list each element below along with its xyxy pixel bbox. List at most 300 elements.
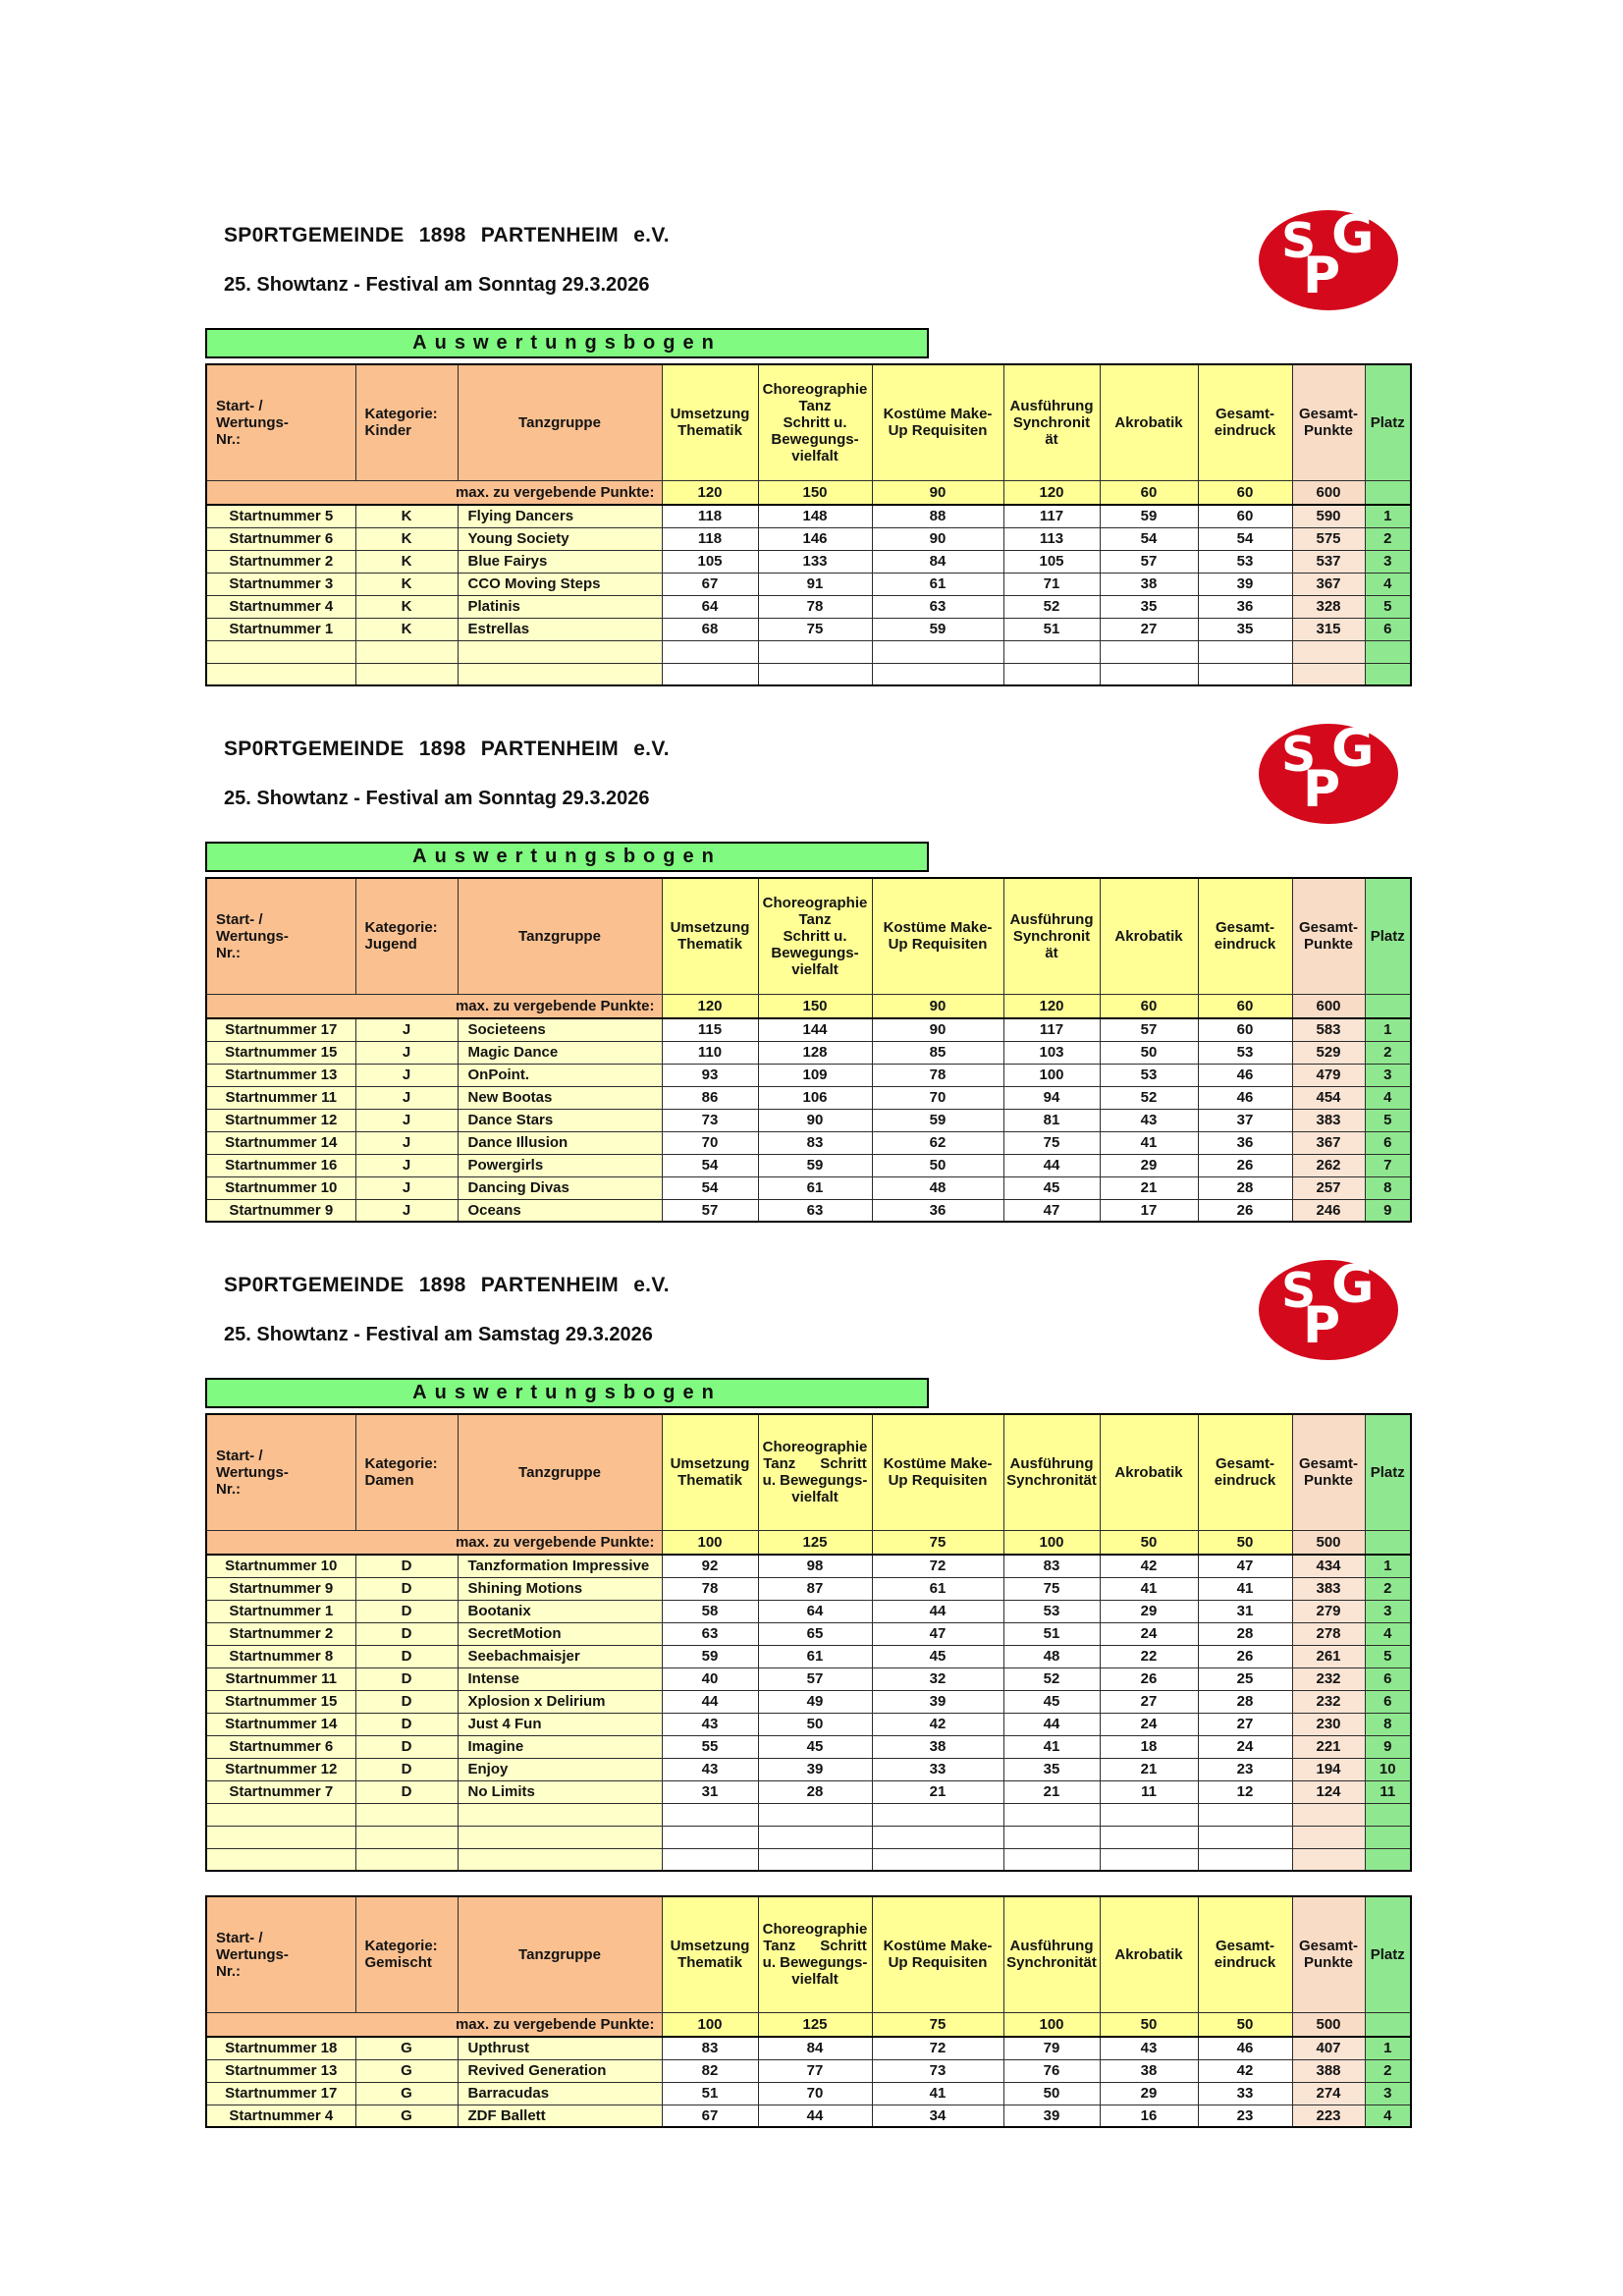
header-line: Kinder — [364, 422, 412, 440]
score-cell: 65 — [758, 1622, 872, 1645]
header-line: Bewegungs- — [771, 944, 859, 961]
max-points-value: 50 — [1198, 2012, 1292, 2037]
tanzgruppe-cell — [458, 1803, 662, 1826]
platz-cell: 5 — [1365, 1645, 1411, 1667]
score-cell: 16 — [1100, 2105, 1198, 2127]
logo-letter-g: G — [1331, 205, 1375, 265]
score-cell: 27 — [1100, 618, 1198, 640]
header-line: Ausführung — [1009, 1455, 1094, 1473]
header-line: Synchronität — [1006, 1472, 1097, 1490]
tanzgruppe-header: Tanzgruppe — [458, 364, 662, 480]
start-nr-cell: Startnummer 7 — [206, 1780, 355, 1803]
score-criterion-header — [872, 364, 1003, 480]
tanzgruppe-cell: Tanzformation Impressive — [458, 1555, 662, 1577]
score-sheet-section — [205, 719, 1412, 1223]
score-cell: 29 — [1100, 1154, 1198, 1176]
score-cell: 75 — [758, 618, 872, 640]
header-line: Start- / — [216, 1929, 263, 1946]
platz-cell: 6 — [1365, 1690, 1411, 1713]
kategorie-cell: D — [355, 1690, 458, 1713]
auswertungsbogen-banner: Auswertungsbogen — [205, 1378, 929, 1408]
score-cell: 64 — [662, 595, 758, 618]
score-cell — [758, 1826, 872, 1848]
platz-cell: 1 — [1365, 505, 1411, 527]
score-cell: 38 — [1100, 573, 1198, 595]
header-line: Start- / — [216, 910, 263, 928]
score-cell: 44 — [1003, 1154, 1100, 1176]
score-cell: 27 — [1198, 1713, 1292, 1735]
score-cell: 50 — [1003, 2082, 1100, 2105]
gesamt-punkte-cell: 274 — [1292, 2082, 1365, 2105]
result-row — [206, 1064, 1411, 1086]
header-line: Wertungs- — [216, 1463, 289, 1481]
tanzgruppe-cell: ZDF Ballett — [458, 2105, 662, 2127]
header-line: Wertungs- — [216, 413, 289, 431]
score-cell: 54 — [662, 1154, 758, 1176]
score-cell: 34 — [872, 2105, 1003, 2127]
score-cell: 42 — [872, 1713, 1003, 1735]
platz-header: Platz — [1365, 1414, 1411, 1530]
header-line: Wertungs- — [216, 1945, 289, 1963]
start-nr-cell: Startnummer 11 — [206, 1667, 355, 1690]
title-block — [224, 727, 1412, 810]
result-row — [206, 1041, 1411, 1064]
start-nr-cell: Startnummer 5 — [206, 505, 355, 527]
score-cell: 67 — [662, 2105, 758, 2127]
header-line: eindruck — [1214, 936, 1276, 954]
header-line: Ausführung — [1009, 1938, 1094, 1955]
tanzgruppe-cell: Just 4 Fun — [458, 1713, 662, 1735]
tanzgruppe-header: Tanzgruppe — [458, 1896, 662, 2012]
tanzgruppe-cell: Powergirls — [458, 1154, 662, 1176]
kategorie-cell — [355, 1803, 458, 1826]
score-cell: 81 — [1003, 1109, 1100, 1131]
score-cell — [1198, 1826, 1292, 1848]
score-criterion-header — [662, 878, 758, 994]
start-nr-header — [206, 878, 355, 994]
event-title: 25. Showtanz - Festival am Samstag 29.3.2026 — [224, 1324, 653, 1345]
score-cell: 38 — [872, 1735, 1003, 1758]
header-line: Thematik — [677, 936, 742, 954]
max-total-value: 600 — [1292, 480, 1365, 505]
header-line: Gesamt- — [1298, 406, 1359, 423]
start-nr-cell: Startnummer 10 — [206, 1176, 355, 1199]
max-total-value: 600 — [1292, 994, 1365, 1018]
score-cell: 32 — [872, 1667, 1003, 1690]
score-cell: 35 — [1003, 1758, 1100, 1780]
score-cell: 61 — [758, 1176, 872, 1199]
gesamt-punkte-cell: 388 — [1292, 2059, 1365, 2082]
platz-cell: 9 — [1365, 1735, 1411, 1758]
platz-cell: 4 — [1365, 1086, 1411, 1109]
gesamt-punkte-cell: 529 — [1292, 1041, 1365, 1064]
score-cell: 86 — [662, 1086, 758, 1109]
header-line: Umsetzung — [670, 919, 750, 937]
score-cell: 50 — [872, 1154, 1003, 1176]
result-row — [206, 527, 1411, 550]
platz-cell — [1365, 663, 1411, 685]
score-criterion-header — [1198, 1896, 1292, 2012]
score-cell: 61 — [872, 573, 1003, 595]
score-cell: 68 — [662, 618, 758, 640]
score-cell: 39 — [1198, 573, 1292, 595]
gesamt-punkte-cell: 223 — [1292, 2105, 1365, 2127]
result-row — [206, 1780, 1411, 1803]
max-points-value: 150 — [758, 994, 872, 1018]
start-nr-cell: Startnummer 12 — [206, 1109, 355, 1131]
score-cell: 31 — [1198, 1600, 1292, 1622]
gesamt-punkte-cell — [1292, 663, 1365, 685]
spg-logo — [1259, 719, 1398, 824]
event-title: 25. Showtanz - Festival am Sonntag 29.3.2026 — [224, 788, 650, 809]
max-points-value: 120 — [1003, 994, 1100, 1018]
kategorie-cell: J — [355, 1199, 458, 1222]
max-total-value: 500 — [1292, 2012, 1365, 2037]
score-criterion-header — [1100, 1414, 1198, 1530]
result-row — [206, 1758, 1411, 1780]
logo-letter-g: G — [1331, 719, 1375, 779]
score-cell: 113 — [1003, 527, 1100, 550]
header-line: eindruck — [1214, 1954, 1276, 1972]
platz-header: Platz — [1365, 1896, 1411, 2012]
score-cell: 82 — [662, 2059, 758, 2082]
score-cell — [662, 640, 758, 663]
tanzgruppe-cell: Platinis — [458, 595, 662, 618]
score-criterion-header — [872, 878, 1003, 994]
start-nr-cell: Startnummer 17 — [206, 1018, 355, 1041]
kategorie-header — [355, 1896, 458, 2012]
score-cell: 35 — [1198, 618, 1292, 640]
score-cell: 47 — [1003, 1199, 1100, 1222]
kategorie-cell: D — [355, 1577, 458, 1600]
score-cell — [1100, 1803, 1198, 1826]
tanzgruppe-cell: Flying Dancers — [458, 505, 662, 527]
score-cell: 23 — [1198, 1758, 1292, 1780]
score-cell: 117 — [1003, 1018, 1100, 1041]
platz-cell: 5 — [1365, 595, 1411, 618]
score-cell: 23 — [1198, 2105, 1292, 2127]
score-cell: 26 — [1198, 1199, 1292, 1222]
header-line: Schritt u. — [783, 927, 847, 945]
score-cell: 60 — [1198, 1018, 1292, 1041]
header-line: Gesamt- — [1215, 1455, 1275, 1473]
gesamt-punkte-cell: 583 — [1292, 1018, 1365, 1041]
score-cell: 42 — [1198, 2059, 1292, 2082]
header-line: vielfalt — [791, 1489, 839, 1506]
max-points-row — [206, 480, 1411, 505]
header-line: Tanz Schritt — [763, 1455, 867, 1473]
score-cell: 59 — [758, 1154, 872, 1176]
result-row — [206, 1154, 1411, 1176]
max-points-value: 100 — [662, 1530, 758, 1555]
kategorie-cell — [355, 640, 458, 663]
kategorie-cell: J — [355, 1176, 458, 1199]
kategorie-cell — [355, 1848, 458, 1871]
start-nr-cell: Startnummer 15 — [206, 1690, 355, 1713]
score-cell: 93 — [662, 1064, 758, 1086]
gesamt-punkte-cell: 454 — [1292, 1086, 1365, 1109]
score-cell: 72 — [872, 2037, 1003, 2059]
header-line: Choreographie — [762, 1439, 868, 1456]
kategorie-cell: J — [355, 1109, 458, 1131]
header-line: Damen — [364, 1472, 414, 1490]
max-platz-cell — [1365, 994, 1411, 1018]
platz-cell: 2 — [1365, 527, 1411, 550]
header-line: Umsetzung — [670, 1938, 750, 1955]
kategorie-cell: K — [355, 527, 458, 550]
score-cell: 41 — [872, 2082, 1003, 2105]
header-row — [206, 364, 1411, 480]
org-title: SP0RTGEMEINDE 1898 PARTENHEIM e.V. — [224, 224, 670, 246]
logo-letter-p: P — [1303, 246, 1341, 305]
score-cell: 12 — [1198, 1780, 1292, 1803]
max-points-label: max. zu vergebende Punkte: — [206, 1530, 662, 1555]
section-header — [205, 205, 1412, 324]
gesamt-punkte-cell: 124 — [1292, 1780, 1365, 1803]
header-line: vielfalt — [791, 1971, 839, 1989]
kategorie-cell: J — [355, 1131, 458, 1154]
score-criterion-header — [872, 1896, 1003, 2012]
gesamt-punkte-cell: 383 — [1292, 1109, 1365, 1131]
score-cell: 36 — [1198, 1131, 1292, 1154]
kategorie-cell: K — [355, 505, 458, 527]
score-cell: 43 — [1100, 2037, 1198, 2059]
score-cell: 52 — [1100, 1086, 1198, 1109]
gesamt-punkte-cell: 257 — [1292, 1176, 1365, 1199]
kategorie-cell: D — [355, 1555, 458, 1577]
score-cell — [1198, 1803, 1292, 1826]
score-cell: 88 — [872, 505, 1003, 527]
start-nr-cell: Startnummer 14 — [206, 1131, 355, 1154]
start-nr-cell: Startnummer 14 — [206, 1713, 355, 1735]
platz-cell: 4 — [1365, 573, 1411, 595]
result-row — [206, 1600, 1411, 1622]
score-cell — [662, 1803, 758, 1826]
result-row — [206, 550, 1411, 573]
score-cell: 63 — [662, 1622, 758, 1645]
score-cell: 70 — [662, 1131, 758, 1154]
score-cell: 106 — [758, 1086, 872, 1109]
score-cell: 90 — [872, 527, 1003, 550]
max-points-value: 60 — [1100, 994, 1198, 1018]
max-points-value: 50 — [1100, 1530, 1198, 1555]
header-line: eindruck — [1214, 1472, 1276, 1490]
score-criterion-header — [1100, 878, 1198, 994]
score-cell — [872, 1803, 1003, 1826]
result-row — [206, 1176, 1411, 1199]
result-row — [206, 573, 1411, 595]
score-cell: 90 — [872, 1018, 1003, 1041]
score-cell: 18 — [1100, 1735, 1198, 1758]
header-line: Ausführung — [1009, 910, 1094, 928]
header-line: Tanz — [798, 910, 832, 928]
score-cell: 73 — [662, 1109, 758, 1131]
platz-cell: 8 — [1365, 1713, 1411, 1735]
score-cell: 78 — [872, 1064, 1003, 1086]
tanzgruppe-cell: Magic Dance — [458, 1041, 662, 1064]
max-points-row — [206, 994, 1411, 1018]
start-nr-cell: Startnummer 6 — [206, 1735, 355, 1758]
result-row — [206, 1577, 1411, 1600]
score-cell: 52 — [1003, 1667, 1100, 1690]
score-cell: 46 — [1198, 2037, 1292, 2059]
score-cell: 62 — [872, 1131, 1003, 1154]
header-line: Nr.: — [216, 1480, 242, 1498]
start-nr-header — [206, 1414, 355, 1530]
score-cell: 92 — [662, 1555, 758, 1577]
max-points-value: 125 — [758, 2012, 872, 2037]
empty-row — [206, 640, 1411, 663]
start-nr-cell: Startnummer 9 — [206, 1577, 355, 1600]
start-nr-cell: Startnummer 17 — [206, 2082, 355, 2105]
gesamt-punkte-cell: 537 — [1292, 550, 1365, 573]
sections-container — [205, 205, 1412, 2173]
gesamt-punkte-header — [1292, 364, 1365, 480]
score-cell: 105 — [662, 550, 758, 573]
max-points-value: 100 — [662, 2012, 758, 2037]
start-nr-cell: Startnummer 10 — [206, 1555, 355, 1577]
start-nr-cell — [206, 663, 355, 685]
score-cell — [758, 663, 872, 685]
tanzgruppe-cell: SecretMotion — [458, 1622, 662, 1645]
header-line: Up Requisiten — [888, 1472, 988, 1490]
kategorie-cell: D — [355, 1622, 458, 1645]
result-row — [206, 2082, 1411, 2105]
logo-letter-p: P — [1303, 1296, 1341, 1355]
start-nr-cell — [206, 1848, 355, 1871]
score-cell: 54 — [662, 1176, 758, 1199]
platz-cell: 5 — [1365, 1109, 1411, 1131]
score-cell: 24 — [1100, 1713, 1198, 1735]
score-cell: 118 — [662, 527, 758, 550]
header-line: Thematik — [677, 1472, 742, 1490]
header-line: Umsetzung — [670, 1455, 750, 1473]
logo-letter-p: P — [1303, 760, 1341, 819]
score-cell: 53 — [1003, 1600, 1100, 1622]
score-cell: 67 — [662, 573, 758, 595]
tanzgruppe-cell — [458, 1848, 662, 1871]
header-line: Choreographie — [762, 1921, 868, 1939]
header-line: Tanz — [798, 397, 832, 414]
score-cell: 61 — [758, 1645, 872, 1667]
tanzgruppe-cell: Oceans — [458, 1199, 662, 1222]
tanzgruppe-cell — [458, 1826, 662, 1848]
score-cell: 84 — [758, 2037, 872, 2059]
start-nr-cell: Startnummer 13 — [206, 1064, 355, 1086]
header-line: Gemischt — [364, 1954, 432, 1972]
header-line: Kostüme Make- — [883, 1938, 993, 1955]
platz-cell: 1 — [1365, 1555, 1411, 1577]
score-cell: 51 — [662, 2082, 758, 2105]
score-cell: 128 — [758, 1041, 872, 1064]
score-cell: 51 — [1003, 618, 1100, 640]
header-line: u. Bewegungs- — [762, 1954, 868, 1972]
score-criterion-header — [758, 878, 872, 994]
header-line: Akrobatik — [1114, 1463, 1183, 1481]
kategorie-cell: J — [355, 1018, 458, 1041]
score-cell: 44 — [1003, 1713, 1100, 1735]
score-cell: 72 — [872, 1555, 1003, 1577]
score-cell: 84 — [872, 550, 1003, 573]
gesamt-punkte-header — [1292, 1896, 1365, 2012]
header-line: Choreographie — [762, 380, 868, 398]
score-cell: 26 — [1198, 1154, 1292, 1176]
platz-cell: 7 — [1365, 1154, 1411, 1176]
score-cell: 118 — [662, 505, 758, 527]
header-line: Start- / — [216, 1447, 263, 1464]
tanzgruppe-cell: Upthrust — [458, 2037, 662, 2059]
start-nr-cell: Startnummer 3 — [206, 573, 355, 595]
score-cell: 54 — [1100, 527, 1198, 550]
header-line: Kategorie: — [364, 919, 438, 937]
score-cell: 133 — [758, 550, 872, 573]
gesamt-punkte-cell: 232 — [1292, 1690, 1365, 1713]
kategorie-cell: K — [355, 618, 458, 640]
score-sheet-section — [205, 1255, 1412, 2128]
result-row — [206, 1086, 1411, 1109]
score-cell: 24 — [1198, 1735, 1292, 1758]
platz-cell: 3 — [1365, 550, 1411, 573]
score-cell — [1100, 663, 1198, 685]
max-points-value: 60 — [1100, 480, 1198, 505]
header-line: Up Requisiten — [888, 422, 988, 440]
header-line: Punkte — [1303, 936, 1353, 954]
max-points-value: 100 — [1003, 2012, 1100, 2037]
header-line: Gesamt- — [1298, 919, 1359, 937]
platz-cell: 3 — [1365, 1064, 1411, 1086]
score-cell: 36 — [1198, 595, 1292, 618]
score-cell — [872, 1848, 1003, 1871]
kategorie-cell: J — [355, 1154, 458, 1176]
max-points-value: 90 — [872, 994, 1003, 1018]
score-cell: 49 — [758, 1690, 872, 1713]
max-points-value: 100 — [1003, 1530, 1100, 1555]
start-nr-cell: Startnummer 1 — [206, 618, 355, 640]
header-line: Bewegungs- — [771, 430, 859, 448]
header-line: Kategorie: — [364, 1938, 438, 1955]
max-points-label: max. zu vergebende Punkte: — [206, 480, 662, 505]
score-cell — [1003, 1826, 1100, 1848]
header-line: Akrobatik — [1114, 927, 1183, 945]
header-line: Kostüme Make- — [883, 919, 993, 937]
platz-cell: 2 — [1365, 1577, 1411, 1600]
score-cell: 59 — [872, 618, 1003, 640]
score-criterion-header — [1100, 1896, 1198, 2012]
score-cell: 109 — [758, 1064, 872, 1086]
platz-cell: 4 — [1365, 1622, 1411, 1645]
logo-letter-s: S — [1281, 727, 1317, 783]
score-table — [205, 877, 1412, 1223]
score-criterion-header — [1003, 1896, 1100, 2012]
max-points-value: 120 — [662, 994, 758, 1018]
logo-letter-s: S — [1281, 1263, 1317, 1319]
score-cell: 42 — [1100, 1555, 1198, 1577]
start-nr-cell: Startnummer 8 — [206, 1645, 355, 1667]
score-sheet-section — [205, 205, 1412, 686]
platz-cell: 4 — [1365, 2105, 1411, 2127]
score-cell: 58 — [662, 1600, 758, 1622]
kategorie-cell — [355, 1826, 458, 1848]
score-criterion-header — [662, 364, 758, 480]
tanzgruppe-cell: Dance Illusion — [458, 1131, 662, 1154]
start-nr-cell: Startnummer 9 — [206, 1199, 355, 1222]
score-cell: 21 — [1100, 1176, 1198, 1199]
gesamt-punkte-cell: 590 — [1292, 505, 1365, 527]
gesamt-punkte-cell: 262 — [1292, 1154, 1365, 1176]
start-nr-cell: Startnummer 11 — [206, 1086, 355, 1109]
header-line: eindruck — [1214, 422, 1276, 440]
header-line: Wertungs- — [216, 927, 289, 945]
